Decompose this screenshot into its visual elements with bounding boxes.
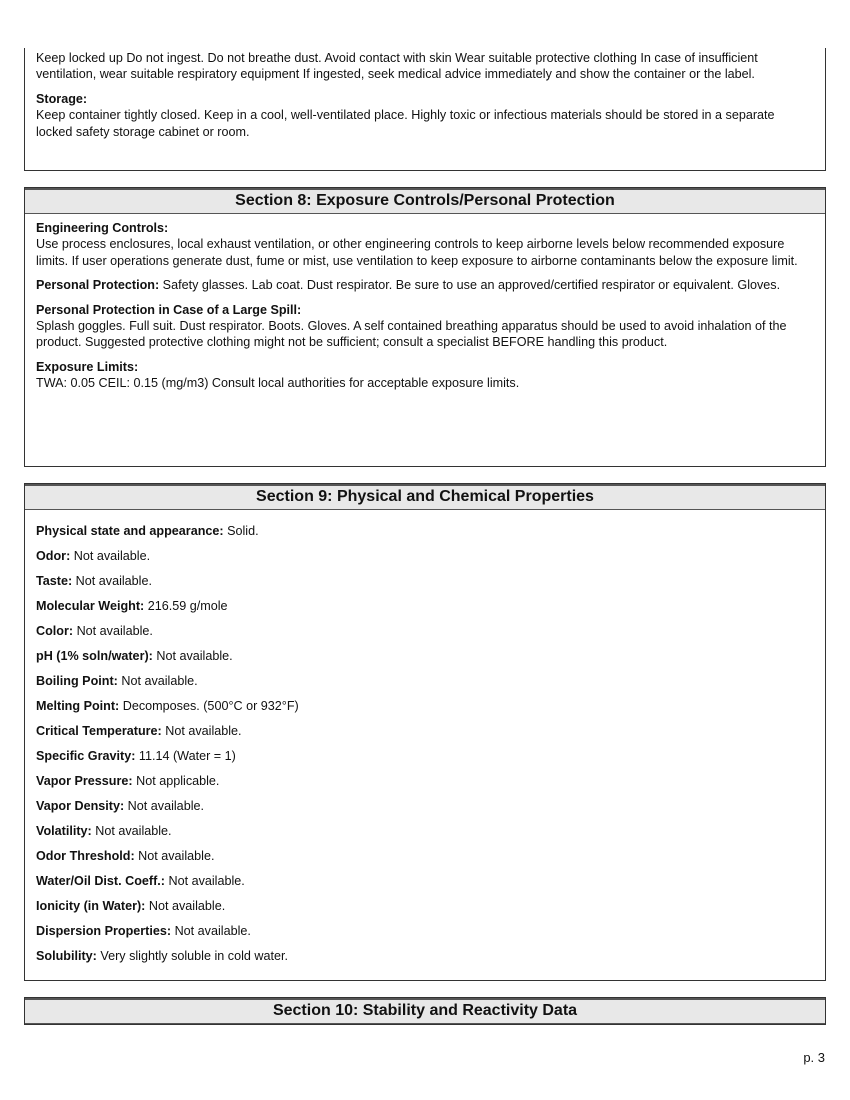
property-value: Not available. — [117, 674, 198, 688]
property-row — [36, 848, 814, 864]
property-value: Not available. — [145, 899, 226, 913]
property-value: 216.59 g/mole — [144, 599, 228, 613]
property-label: Melting Point: — [36, 699, 120, 713]
personal-protection-block — [36, 277, 814, 293]
property-row — [36, 823, 814, 839]
property-value: Not applicable. — [132, 774, 220, 788]
property-label: Vapor Pressure: — [36, 774, 133, 788]
large-spill-label: Personal Protection in Case of a Large Spill: — [36, 302, 302, 317]
storage-block — [36, 91, 814, 140]
property-value: Not available. — [91, 824, 172, 838]
property-value: Not available. — [73, 624, 153, 638]
large-spill-text: Splash goggles. Full suit. Dust respirator. Boots. Gloves. A self contained breathing apparatus should be used to avoid inhalation of the product. Suggested protective clothing might not be sufficient; consult a specialist BEFORE handling this product. — [36, 319, 787, 350]
property-row — [36, 548, 814, 564]
property-row — [36, 523, 814, 539]
property-value: Not available. — [72, 574, 152, 588]
section-8 — [24, 187, 826, 467]
section-9 — [24, 483, 826, 981]
property-row — [36, 898, 814, 914]
personal-protection-text: Safety glasses. Lab coat. Dust respirator. Be sure to use an approved/certified respirator or equivalent. Gloves. — [159, 278, 781, 293]
section-9-body — [25, 510, 825, 972]
property-value: 11.14 (Water = 1) — [135, 749, 236, 763]
property-label: Physical state and appearance: — [36, 524, 224, 538]
property-row — [36, 748, 814, 764]
property-row — [36, 873, 814, 889]
exposure-limits-text: TWA: 0.05 CEIL: 0.15 (mg/m3) Consult local authorities for acceptable exposure limits. — [36, 376, 520, 391]
exposure-limits-label: Exposure Limits: — [36, 359, 139, 374]
property-label: Molecular Weight: — [36, 599, 145, 613]
engineering-controls-label: Engineering Controls: — [36, 221, 169, 235]
section-8-body — [25, 214, 825, 400]
page-number: p. 3 — [803, 1050, 825, 1065]
large-spill-block — [36, 302, 814, 351]
engineering-controls-block — [36, 220, 814, 269]
personal-protection-label: Personal Protection: — [36, 278, 160, 293]
property-row — [36, 623, 814, 639]
property-value: Not available. — [164, 874, 245, 888]
property-label: Color: — [36, 624, 74, 638]
storage-label: Storage: — [36, 91, 88, 106]
section-10 — [24, 997, 826, 1025]
property-row — [36, 948, 814, 964]
property-row — [36, 673, 814, 689]
property-value: Not available. — [124, 799, 204, 813]
property-label: Boiling Point: — [36, 674, 118, 688]
property-row — [36, 773, 814, 789]
handling-storage-section — [24, 48, 826, 171]
property-value: Not available. — [70, 549, 151, 563]
property-label: Dispersion Properties: — [36, 924, 172, 938]
storage-text: Keep container tightly closed. Keep in a cool, well-ventilated place. Highly toxic or infectious materials should be stored in a separate locked safety storage cabinet or room. — [36, 108, 775, 139]
property-label: Volatility: — [36, 824, 92, 838]
property-value: Not available. — [171, 924, 251, 938]
property-row — [36, 698, 814, 714]
property-label: Critical Temperature: — [36, 724, 162, 738]
property-row — [36, 923, 814, 939]
section-9-title: Section 9: Physical and Chemical Properties — [25, 484, 825, 510]
property-value: Not available. — [134, 849, 215, 863]
property-label: Taste: — [36, 574, 73, 588]
handling-storage-body — [25, 48, 825, 148]
property-label: Specific Gravity: — [36, 749, 136, 763]
section-8-title: Section 8: Exposure Controls/Personal Protection — [25, 188, 825, 214]
property-row — [36, 573, 814, 589]
property-label: Vapor Density: — [36, 799, 125, 813]
property-label: Odor: — [36, 549, 71, 563]
property-row — [36, 598, 814, 614]
property-label: Water/Oil Dist. Coeff.: — [36, 874, 165, 888]
section-10-title: Section 10: Stability and Reactivity Data — [25, 998, 825, 1024]
property-label: Odor Threshold: — [36, 849, 135, 863]
property-value: Not available. — [161, 724, 242, 738]
property-label: Solubility: — [36, 949, 97, 963]
property-row — [36, 648, 814, 664]
property-row — [36, 723, 814, 739]
property-value: Very slightly soluble in cold water. — [96, 949, 288, 963]
property-value: Solid. — [223, 524, 259, 538]
property-value: Not available. — [152, 649, 233, 663]
exposure-limits-block — [36, 359, 814, 392]
property-value: Decomposes. (500°C or 932°F) — [119, 699, 299, 713]
property-label: Ionicity (in Water): — [36, 899, 146, 913]
property-row — [36, 798, 814, 814]
engineering-controls-text: Use process enclosures, local exhaust ventilation, or other engineering controls to keep airborne levels below recommended exposure limits. If user operations generate dust, fume or mist, use ventilation to keep exposure to airborne contaminants below the exposure limit. — [36, 237, 798, 268]
property-label: pH (1% soln/water): — [36, 649, 153, 663]
handling-text: Keep locked up Do not ingest. Do not breathe dust. Avoid contact with skin Wear suitable protective clothing In case of insufficient ventilation, wear suitable respiratory equipment If ingested, seek medical advice immediately and show the container or the label. — [36, 51, 758, 82]
